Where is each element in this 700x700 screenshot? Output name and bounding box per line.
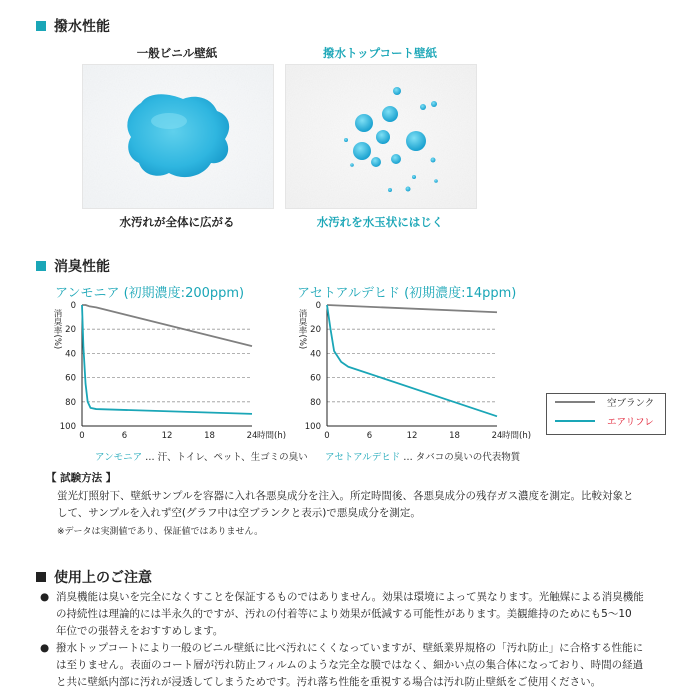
y-tick-label: 80: [65, 397, 76, 408]
acetaldehyde-chart: [290, 296, 540, 442]
odor-section-heading: [36, 256, 110, 276]
y-tick-label: 60: [310, 373, 321, 384]
legend-airifle-label: エアリフレ: [607, 417, 654, 428]
test-method-line: して、サンプルを入れず空(グラフ中は空ブランクと表示)で悪臭成分を測定。: [57, 507, 421, 519]
ammonia-chart-title: アンモニア (初期濃度:200ppm): [55, 286, 245, 301]
x-tick-label: 6: [366, 431, 373, 441]
y-tick-label: 40: [65, 349, 76, 360]
y-tick-label: 20: [310, 325, 321, 336]
caution-heading: [36, 567, 152, 587]
ammonia-footnote: [95, 449, 308, 463]
y-axis-label: 消臭率(%): [52, 309, 62, 350]
legend-airifle-swatch: [555, 420, 595, 422]
x-axis-label: 時間(h): [257, 431, 287, 441]
test-method-line: 蛍光灯照射下、壁紙サンプルを容器に入れ各悪臭成分を注入。所定時間後、各悪臭成分の残存ガス濃度を測定。比較対象と: [57, 490, 634, 502]
acetaldehyde-footnote-text: … タバコの臭いの代表物質: [400, 452, 521, 463]
caution-line: 撥水トップコートにより一般のビニル壁紙に比べ汚れにくくなっていますが、壁紙業界規格の「汚れ防止」に合格する性能に: [56, 642, 644, 654]
acetaldehyde-footnote-term: アセトアルデヒド: [325, 452, 401, 463]
bullet-icon: ●: [40, 591, 50, 603]
x-tick-label: 18: [204, 431, 215, 441]
black-square-icon: [36, 572, 46, 582]
water-section-title: 撥水性能: [54, 19, 110, 35]
airifle-series-line: [82, 305, 252, 414]
y-tick-label: 20: [65, 325, 76, 336]
water-section-heading: [36, 16, 110, 36]
acetaldehyde-chart-title: アセトアルデヒド (初期濃度:14ppm): [297, 286, 517, 301]
test-method-note: ※データは実測値であり、保証値ではありません。: [57, 527, 264, 537]
odor-section-title: 消臭性能: [54, 259, 110, 275]
ammonia-footnote-text: … 汗、トイレ、ペット、生ゴミの臭い: [142, 452, 308, 463]
ammonia-chart: [45, 296, 295, 442]
caution-line: 消臭機能は臭いを完全になくすことを保証するものではありません。効果は環境によって異なります。光触媒による消臭機能: [56, 591, 644, 603]
blank-series-line: [327, 305, 497, 312]
y-tick-label: 100: [59, 422, 76, 432]
caution-line: 年位での張替えをおすすめします。: [56, 625, 224, 637]
blank-series-line: [82, 305, 252, 346]
test-method-heading: 【 試験方法 】: [46, 472, 117, 484]
x-tick-label: 24: [246, 431, 258, 441]
test-method-body: [57, 488, 687, 522]
topcoat-wallpaper-photo: [285, 64, 477, 209]
left-photo-label: 一般ビニル壁紙: [136, 46, 218, 60]
x-tick-label: 6: [121, 431, 128, 441]
x-tick-label: 12: [406, 431, 418, 441]
y-tick-label: 0: [315, 301, 321, 311]
x-tick-label: 18: [449, 431, 460, 441]
x-axis-label: 時間(h): [502, 431, 532, 441]
y-tick-label: 0: [70, 301, 76, 311]
x-tick-label: 0: [79, 431, 85, 441]
x-tick-label: 24: [491, 431, 503, 441]
bullet-icon: ●: [40, 642, 50, 654]
caution-line: の持続性は理論的には半永久的ですが、汚れの付着等により効果が低減する可能性があります。美観維持のためにも5～10: [56, 608, 632, 620]
caution-title: 使用上のご注意: [54, 570, 152, 586]
chart-legend: [546, 393, 666, 435]
legend-blank-label: 空ブランク: [607, 398, 655, 409]
caution-line: と共に壁紙内部に汚れが浸透してしまうためです。汚れ落ち性能を重視する場合は汚れ防止壁紙をご使用ください。: [56, 676, 602, 688]
acetaldehyde-footnote: [325, 449, 520, 463]
y-tick-label: 100: [304, 422, 321, 432]
left-photo-caption: 水汚れが全体に広がる: [119, 215, 235, 229]
y-axis-label: 消臭率(%): [297, 309, 307, 350]
teal-square-icon: [36, 261, 46, 271]
caution-list: [40, 589, 690, 691]
y-tick-label: 40: [310, 349, 321, 360]
y-tick-label: 80: [310, 397, 321, 408]
right-photo-label: 撥水トップコート壁紙: [322, 46, 438, 60]
caution-line: は至りません。表面のコート層が汚れ防止フィルムのような完全な膜ではなく、細かい点の集合体になっており、時間の経過: [56, 659, 644, 671]
caution-item: [40, 640, 690, 691]
vinyl-wallpaper-photo: [82, 64, 274, 209]
legend-blank-swatch: [555, 401, 595, 403]
x-tick-label: 12: [161, 431, 173, 441]
caution-item: [40, 589, 690, 640]
x-tick-label: 0: [324, 431, 330, 441]
ammonia-footnote-term: アンモニア: [95, 452, 143, 463]
airifle-series-line: [327, 305, 497, 416]
right-photo-caption: 水汚れを水玉状にはじく: [316, 215, 444, 229]
y-tick-label: 60: [65, 373, 76, 384]
teal-square-icon: [36, 21, 46, 31]
